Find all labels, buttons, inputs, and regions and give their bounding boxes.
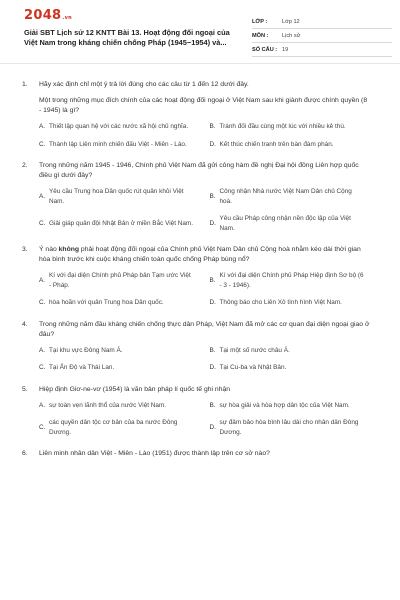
option-b[interactable]	[210, 271, 371, 290]
option-text: Kí với đại diện Chính phủ Pháp bản Tạm ước Việt - Pháp.	[49, 272, 191, 289]
question-5	[22, 385, 370, 438]
option-d[interactable]	[210, 214, 371, 233]
question-stem	[22, 161, 370, 181]
meta-key: MÔN :	[252, 32, 269, 39]
option-a[interactable]	[39, 271, 200, 290]
option-d[interactable]	[210, 418, 371, 437]
meta-row-subject	[252, 29, 392, 43]
question-text: Hãy xác định chỉ một ý trả lời đúng cho các câu từ 1 đến 12 dưới đây.	[39, 81, 249, 88]
meta-row-class	[252, 15, 392, 29]
meta-value: 19	[282, 46, 289, 53]
question-text	[39, 245, 370, 265]
option-letter: A.	[39, 123, 46, 130]
question-subtext: Một trong những mục đích chính của các hoạt động đối ngoại ở Việt Nam sau khi giành được chính quyền (8 - 1945) là gì?	[39, 97, 368, 114]
option-letter: B.	[209, 401, 216, 409]
options	[39, 122, 370, 149]
option-letter: A.	[39, 192, 46, 200]
option-text: Tránh đối đầu cùng một lúc với nhiều kẻ thù.	[219, 123, 346, 130]
question-text-rest: phải hoạt động đối ngoại của Chính phủ Việt Nam Dân chủ Cộng hoà nhằm kéo dài thời gian hòa bình trước khi cuộc kháng chiến toàn quốc chống Pháp bùng nổ?	[39, 246, 361, 263]
option-letter: B.	[209, 276, 216, 284]
question-number: 4.	[22, 320, 28, 328]
logo-suffix: .vn	[62, 15, 73, 21]
question-stem	[22, 80, 370, 90]
option-d[interactable]	[210, 140, 371, 150]
option-text: Tại một số nước châu Á.	[219, 346, 290, 354]
option-c[interactable]	[39, 140, 200, 150]
document-title: Giải SBT Lịch sử 12 KNTT Bài 13. Hoạt động đối ngoại của Việt Nam trong kháng chiến chống Pháp (1945−1954) và...	[24, 28, 230, 47]
meta-key: LỚP :	[252, 18, 268, 25]
option-c[interactable]	[39, 418, 200, 437]
question-stem	[22, 449, 370, 459]
option-text: Tại Cu-ba và Nhật Bản.	[219, 364, 287, 371]
option-text: Thành lập Liên minh chiến đấu Việt - Miên - Lào.	[49, 140, 187, 148]
logo-main: 2048	[24, 8, 62, 23]
option-letter: A.	[39, 401, 46, 409]
question-text: Liên minh nhân dân Việt - Miên - Lào (1951) được thành lập trên cơ sở nào?	[39, 450, 270, 457]
question-text: Trong những năm đầu kháng chiến chống thực dân Pháp, Việt Nam đã mở các cơ quan đại diện ngoại giao ở đâu?	[39, 320, 370, 338]
option-c[interactable]	[39, 298, 200, 308]
option-d[interactable]	[210, 363, 371, 373]
question-stem	[22, 385, 370, 395]
option-text: Kết thúc chiến tranh trên bàn đàm phán.	[219, 140, 334, 148]
question-6	[22, 449, 370, 459]
options	[39, 271, 370, 308]
option-a[interactable]	[39, 401, 200, 411]
question-2	[22, 161, 370, 233]
question-stem	[22, 245, 370, 265]
option-letter: C.	[39, 364, 46, 371]
option-text: sự toàn vẹn lãnh thổ của nước Việt Nam.	[49, 401, 167, 409]
question-number: 6.	[22, 450, 28, 457]
option-text: Yêu cầu Pháp công nhận nền độc lập của Việt Nam.	[219, 215, 351, 232]
option-letter: C.	[39, 219, 46, 227]
question-4	[22, 320, 370, 373]
option-letter: C.	[39, 140, 46, 148]
question-number: 2.	[22, 162, 28, 169]
option-letter: D.	[209, 423, 216, 431]
option-letter: C.	[39, 299, 46, 306]
option-text: Kí với đại diện Chính phủ Pháp Hiệp định Sơ bộ (6 - 3 - 1946).	[219, 272, 364, 289]
option-letter: B.	[209, 346, 216, 354]
option-text: Tại Ấn Độ và Thái Lan.	[49, 364, 115, 371]
options	[39, 346, 370, 373]
meta-value: Lớp 12	[282, 18, 300, 25]
options	[39, 187, 370, 233]
question-list	[0, 80, 400, 471]
option-letter: D.	[209, 219, 216, 227]
option-b[interactable]	[210, 346, 371, 356]
option-text: Yêu cầu Trung hoa Dân quốc rút quân khỏi Việt Nam.	[49, 188, 184, 205]
question-number: 1.	[22, 81, 28, 88]
option-b[interactable]	[210, 401, 371, 411]
option-a[interactable]	[39, 346, 200, 356]
option-c[interactable]	[39, 363, 200, 373]
option-b[interactable]	[210, 122, 371, 132]
option-text: các quyền dân tộc cơ bản của ba nước Đông Dương.	[49, 419, 178, 436]
option-letter: D.	[209, 140, 216, 148]
option-text: Thiết lập quan hệ với các nước xã hội chủ nghĩa.	[49, 123, 189, 130]
option-letter: C.	[39, 423, 46, 431]
question-3	[22, 245, 370, 308]
option-text: Giải giáp quân đội Nhật Bản ở miền Bắc Việt Nam.	[49, 219, 194, 227]
option-letter: B.	[209, 192, 216, 200]
meta-key: SỐ CÂU :	[252, 46, 278, 53]
option-text: sự đảm bảo hòa bình lâu dài cho nhân dân Đông Dương.	[219, 419, 359, 436]
header-divider	[0, 63, 400, 64]
option-text: Thông báo cho Liên Xô tình hình Việt Nam.	[219, 299, 342, 306]
option-letter: A.	[39, 276, 46, 284]
option-a[interactable]	[39, 187, 200, 206]
option-text: hòa hoãn với quân Trung hoa Dân quốc.	[49, 299, 164, 306]
option-b[interactable]	[210, 187, 371, 206]
option-letter: D.	[209, 299, 216, 306]
question-text-prefix: Ý nào	[39, 246, 59, 253]
option-c[interactable]	[39, 214, 200, 233]
question-number: 5.	[22, 385, 28, 393]
option-letter: B.	[209, 123, 216, 130]
meta-info	[252, 15, 392, 57]
option-letter: D.	[209, 364, 216, 371]
question-text-emphasis: không	[58, 246, 80, 253]
option-letter: A.	[39, 346, 46, 354]
option-text: Tại khu vực Đông Nam Á.	[49, 346, 123, 354]
question-text: Trong những năm 1945 - 1946, Chính phủ Việt Nam đã gửi công hàm đề nghị Đại hội đồng Liên hợp quốc điều gì dưới đây?	[39, 162, 359, 179]
question-text: Hiệp định Giơ-ne-vơ (1954) là văn bản pháp lí quốc tế ghi nhận	[39, 385, 231, 393]
option-d[interactable]	[210, 298, 371, 308]
option-text: sự hòa giải và hòa hợp dân tộc của Việt Nam.	[219, 401, 350, 409]
option-a[interactable]	[39, 122, 200, 132]
option-text: Công nhận Nhà nước Việt Nam Dân chủ Cộng hoà.	[219, 188, 352, 205]
options	[39, 401, 370, 438]
meta-row-count	[252, 43, 392, 57]
question-number: 3.	[22, 246, 28, 253]
question-stem	[22, 320, 370, 340]
meta-value: Lịch sử	[282, 32, 301, 39]
question-1	[22, 80, 370, 149]
